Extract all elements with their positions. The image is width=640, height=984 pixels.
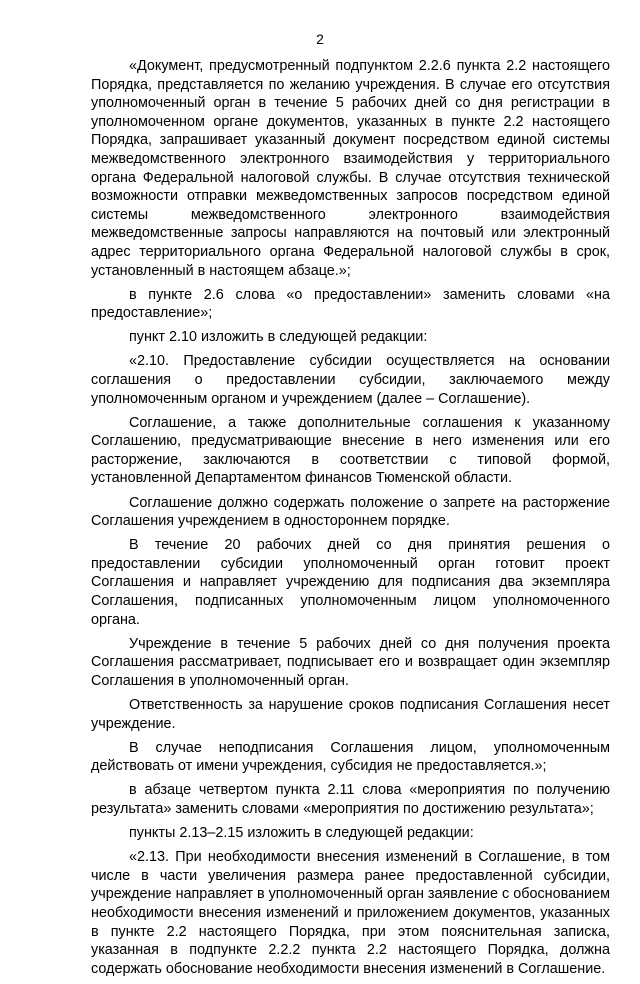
paragraph-10: В случае неподписания Соглашения лицом, уполномоченным действовать от имени учреждения, субсидия не предоставляется.»;: [91, 739, 610, 775]
paragraph-4: «2.10. Предоставление субсидии осуществляется на основании соглашения о предоставлении субсидии, заключаемого между уполномоченным органом и учреждением (далее – Соглашение).: [91, 353, 610, 407]
paragraph-1: «Документ, предусмотренный подпунктом 2.2.6 пункта 2.2 настоящего Порядка, представляется по желанию учреждения. В случае его отсутствия уполномоченный орган в течение 5 рабочих дней со дня регистрации в уполномоченном органе документов, указанных в пункте 2.2 настоящего Порядка, запрашивает указанный документ посредством единой системы межведомственного электронного взаимодействия у территориального органа Федеральной налоговой службы. В случае отсутствия технической возможности отправки межведомственных запросов посредством единой системы межведомственного электронного взаимодействия межведомственные запросы направляются на почтовый или электронный адрес территориального органа Федеральной налоговой службы в срок, установленный в настоящем абзаце.»;: [91, 58, 610, 279]
document-body: [91, 57, 610, 984]
paragraph-13: «2.13. При необходимости внесения изменений в Соглашение, в том числе в части увеличения размера ранее предоставленной субсидии, учреждение направляет в уполномоченный орган заявление с обоснованием необходимости внесения изменений и приложением документов, указанных в пункте 2.2 настоящего Порядка, при этом пояснительная записка, указанная в подпункте 2.2.2 пункта 2.2 настоящего Порядка, должна содержать обоснование необходимости внесения изменений в Соглашение.: [91, 849, 610, 977]
page-number: 2: [316, 31, 324, 47]
paragraph-2: в пункте 2.6 слова «о предоставлении» заменить словами «на предоставление»;: [91, 286, 610, 322]
paragraph-8: Учреждение в течение 5 рабочих дней со дня получения проекта Соглашения рассматривает, подписывает его и возвращает один экземпляр Соглашения в уполномоченный орган.: [91, 635, 610, 689]
paragraph-7: В течение 20 рабочих дней со дня принятия решения о предоставлении субсидии уполномоченный орган готовит проект Соглашения и направляет учреждению для подписания два экземпляра Соглашения, подписанных уполномоченным лицом уполномоченного органа.: [91, 537, 610, 628]
paragraph-9: Ответственность за нарушение сроков подписания Соглашения несет учреждение.: [91, 697, 610, 732]
paragraph-11: в абзаце четвертом пункта 2.11 слова «мероприятия по получению результата» заменить словами «мероприятия по достижению результата»;: [91, 782, 610, 817]
paragraph-6: Соглашение должно содержать положение о запрете на расторжение Соглашения учреждением в одностороннем порядке.: [91, 494, 610, 530]
paragraph-12: пункты 2.13–2.15 изложить в следующей редакции:: [129, 825, 474, 842]
paragraph-3: пункт 2.10 изложить в следующей редакции:: [129, 329, 428, 346]
paragraph-5: Соглашение, а также дополнительные соглашения к указанному Соглашению, предусматривающие внесение в него изменения или его расторжение, заключаются в соответствии с типовой формой, установленной Департаментом финансов Тюменской области.: [91, 414, 610, 487]
